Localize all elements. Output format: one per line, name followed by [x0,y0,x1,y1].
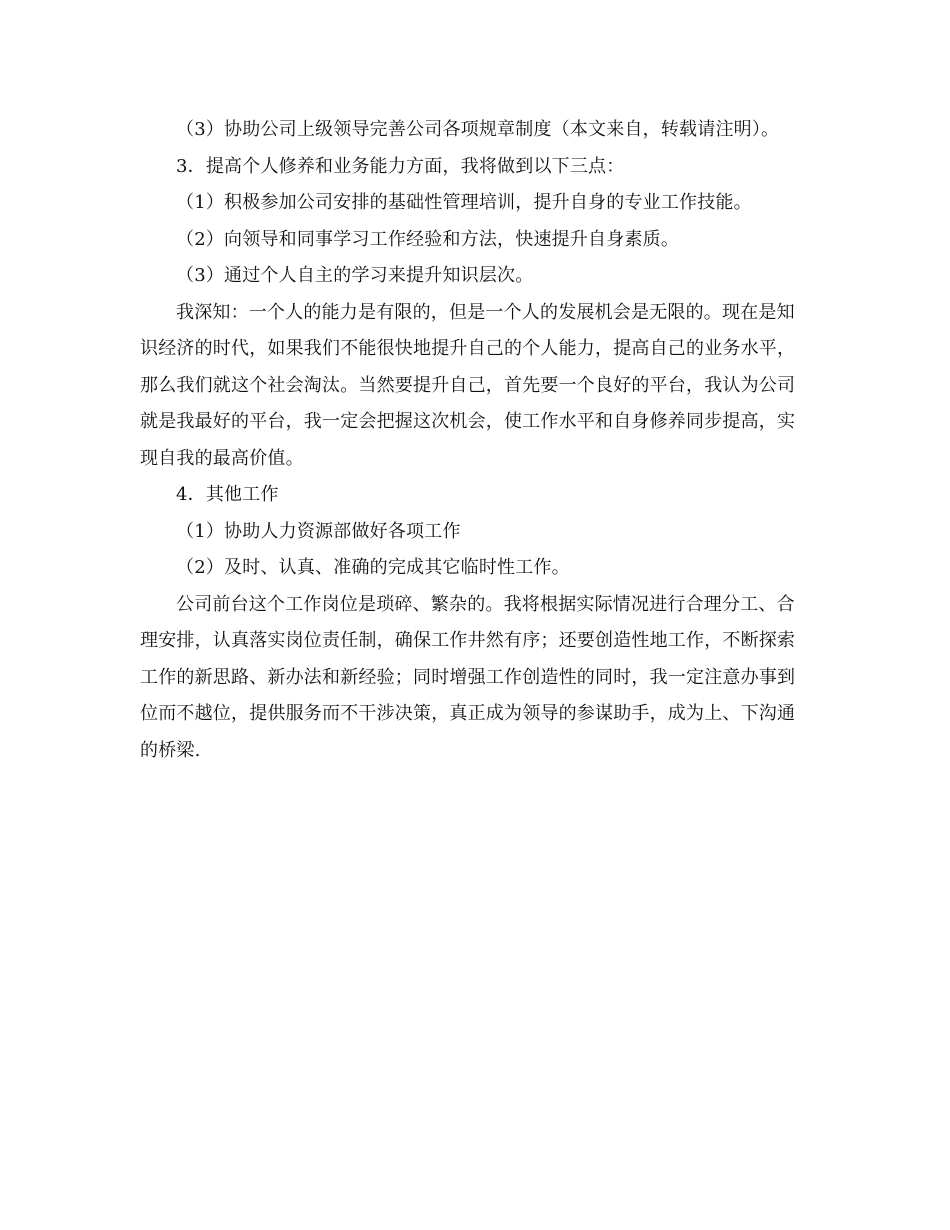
paragraph-line: 我深知：一个人的能力是有限的，但是一个人的发展机会是无限的。现在是知 [176,301,795,323]
paragraph-line: 的桥梁. [140,739,201,761]
list-item: （1）积极参加公司安排的基础性管理培训，提升自身的专业工作技能。 [176,192,752,213]
document-body [140,112,810,769]
paragraph-line: 就是我最好的平台，我一定会把握这次机会，使工作水平和自身修养同步提高，实 [140,411,796,432]
paragraph-line: 理安排，认真落实岗位责任制，确保工作井然有序；还要创造性地工作，不断探索 [140,630,796,651]
paragraph-line: 位而不越位，提供服务而不干涉决策，真正成为领导的参谋助手，成为上、下沟通 [140,703,796,724]
paragraph-line: 公司前台这个工作岗位是琐碎、繁杂的。我将根据实际情况进行合理分工、合 [176,593,795,615]
list-item: （3）通过个人自主的学习来提升知识层次。 [176,265,534,286]
paragraph-line: 工作的新思路、新办法和新经验；同时增强工作创造性的同时，我一定注意办事到 [140,666,796,688]
list-item: （2）向领导和同事学习工作经验和方法，快速提升自身素质。 [176,228,680,250]
body-paragraph [140,587,810,770]
list-item: （1）协助人力资源部做好各项工作 [176,520,461,542]
paragraph-line: 那么我们就这个社会淘汰。当然要提升自己，首先要一个良好的平台，我认为公司 [140,374,796,396]
list-item: （2）及时、认真、准确的完成其它临时性工作。 [176,557,570,578]
section-heading: 3．提高个人修养和业务能力方面，我将做到以下三点： [176,155,625,177]
body-paragraph [140,295,810,478]
paragraph-line: 识经济的时代，如果我们不能很快地提升自己的个人能力，提高自己的业务水平， [140,338,796,359]
section-heading: 4．其他工作 [176,484,279,505]
list-item: （3）协助公司上级领导完善公司各项规章制度（本文来自，转载请注明）。 [176,119,780,140]
paragraph-line: 现自我的最高价值。 [140,447,304,469]
